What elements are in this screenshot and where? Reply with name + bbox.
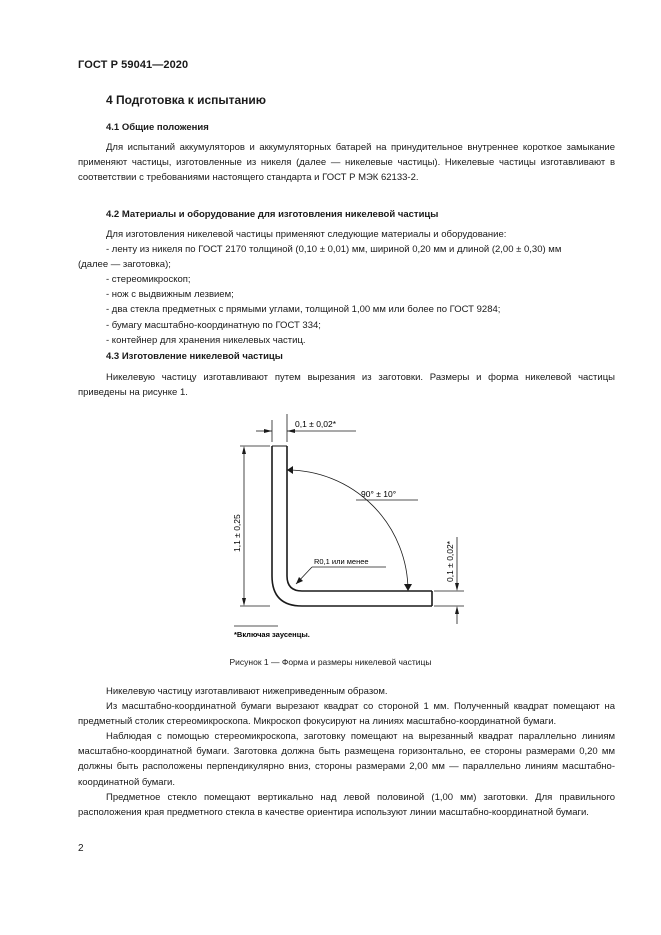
section-4-2-title: 4.2 Материалы и оборудование для изготовления никелевой частицы xyxy=(106,209,439,220)
arrow xyxy=(264,429,272,433)
dim-radius-label: R0,1 или менее xyxy=(314,557,369,566)
list-item: - контейнер для хранения никелевых частиц. xyxy=(106,334,306,346)
procedure-text xyxy=(78,684,615,820)
particle-inner-edge xyxy=(287,446,432,591)
footnote: *Включая заусенцы. xyxy=(234,630,310,639)
list-item: - нож с выдвижным лезвием; xyxy=(106,289,234,301)
arrow xyxy=(455,583,459,591)
section-4-1-text xyxy=(78,140,615,185)
nickel-particle-drawing xyxy=(226,412,476,644)
dim-right-label: 0,1 ± 0,02* xyxy=(445,540,455,582)
document-header: ГОСТ Р 59041—2020 xyxy=(78,59,189,71)
list-item-continuation: (далее — заготовка); xyxy=(78,259,171,271)
arrow xyxy=(242,598,246,606)
list-item: - стереомикроскоп; xyxy=(106,274,191,286)
list-item: - два стекла предметных с прямыми углами, толщиной 1,00 мм или более по ГОСТ 9284; xyxy=(106,304,501,316)
page-number: 2 xyxy=(78,843,84,854)
paragraph: Никелевую частицу изготавливают нижеприведенным образом. xyxy=(106,686,388,697)
paragraph: Из масштабно-координатной бумаги вырезают квадрат со стороной 1 мм. Полученный квадрат помещают на предметный столик стереомикроскопа. Микроскоп фокусируют на линиях масштабно-координатной бумаги. xyxy=(78,701,615,728)
dim-height-label: 1,1 ± 0,25 xyxy=(232,514,242,552)
section-4-3-text xyxy=(78,370,615,400)
section-4-3-title: 4.3 Изготовление никелевой частицы xyxy=(106,351,283,362)
figure-caption: Рисунок 1 — Форма и размеры никелевой частицы xyxy=(229,657,432,667)
dim-angle-label: 90° ± 10° xyxy=(361,489,397,499)
section-4-1-title: 4.1 Общие положения xyxy=(106,122,209,133)
materials-list xyxy=(78,227,615,348)
dim-top-label: 0,1 ± 0,02* xyxy=(295,419,337,429)
list-intro: Для изготовления никелевой частицы применяют следующие материалы и оборудование: xyxy=(106,229,507,240)
list-item: - бумагу масштабно-координатную по ГОСТ 334; xyxy=(106,319,321,331)
figure-1 xyxy=(226,412,476,649)
arrow xyxy=(455,606,459,614)
paragraph: Наблюдая с помощью стереомикроскопа, заготовку помещают на вырезанный квадрат параллельно линиям масштабно-координатной бумаги. Заготовка должна быть размещена горизонтально, ее стороны размерами 0,20 мм должны быть расположены перпендикулярно вниз, стороны размерами 2,00 мм — параллельно линиям масштабно-координатной бумаги. xyxy=(78,731,615,788)
arrow xyxy=(404,584,412,591)
section-4-title: 4 Подготовка к испытанию xyxy=(106,93,267,107)
list-item: - ленту из никеля по ГОСТ 2170 толщиной (0,10 ± 0,01) мм, шириной 0,20 мм и длиной (2,00 ± 0,30) мм xyxy=(106,244,562,256)
paragraph: Для испытаний аккумуляторов и аккумуляторных батарей на принудительное внутреннее короткое замыкание применяют частицы, изготовленные из никеля (далее — никелевые частицы). Никелевые частицы изготавливают в соответствии с требованиями настоящего стандарта и ГОСТ Р МЭК 62133-2. xyxy=(78,142,615,184)
paragraph: Предметное стекло помещают вертикально над левой половиной (1,00 мм) заготовки. Для правильного расположения края предметного стекла в качестве ориентира используют линии масштабно-координатной бумаги. xyxy=(78,791,615,818)
paragraph: Никелевую частицу изготавливают путем вырезания из заготовки. Размеры и форма никелевой частицы приведены на рисунке 1. xyxy=(78,372,615,399)
arrow xyxy=(242,446,246,454)
arrow xyxy=(287,466,293,474)
arrow xyxy=(287,429,295,433)
